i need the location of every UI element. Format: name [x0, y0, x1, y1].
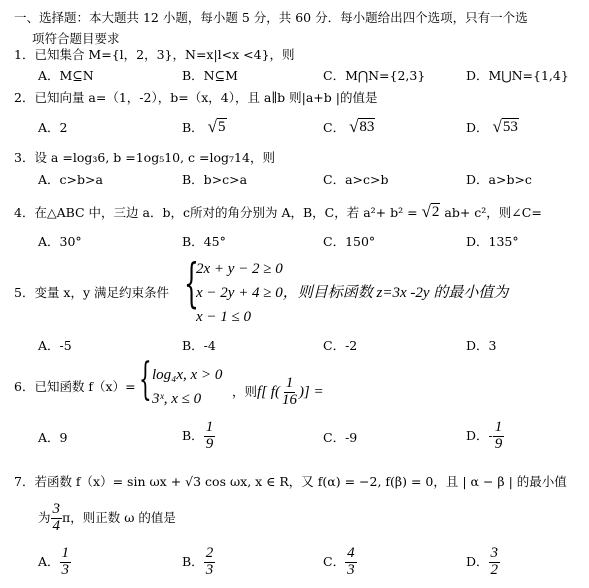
q6-expr-pre: f[ f(: [257, 383, 280, 400]
q7-b-fraction: $\frac{2}{3}$: [205, 545, 214, 578]
left-brace-icon: {: [139, 354, 152, 405]
q6-option-a[interactable]: A．9: [38, 430, 68, 445]
sqrt-symbol: √ 83: [349, 117, 375, 136]
q1-option-b[interactable]: B．N⊆M: [182, 68, 238, 83]
q2-option-c[interactable]: [323, 118, 375, 136]
q5-option-b[interactable]: B．-4: [182, 338, 216, 353]
q1-stem: 1．已知集合 M={l，2，3}，N=x|l<x <4}，则: [14, 47, 295, 62]
q7-fraction: $\frac{3}{4}$: [52, 501, 61, 534]
q4-stem-pre: 4．在△ABC 中，三边 a．b，c所对的角分别为 A，B，C，若 a²+ b² =: [14, 205, 418, 220]
q5-option-c[interactable]: C．-2: [323, 338, 358, 353]
q5-option-a[interactable]: A．-5: [38, 338, 72, 353]
q4-option-c[interactable]: C．150°: [323, 234, 376, 249]
q6-piece-1: log₄x, x > 0: [152, 367, 223, 383]
q6-option-d[interactable]: D．- $\frac{1}{9}$: [466, 419, 503, 452]
q6-fraction: $\frac{1}{16}$: [281, 375, 297, 408]
section-heading-cont: 项符合题目要求: [32, 31, 120, 46]
q5-stem: 5．变量 x，y 满足约束条件: [14, 285, 170, 300]
q4-option-d[interactable]: D．135°: [466, 234, 519, 249]
q2-c-radicand: 83: [359, 119, 375, 135]
q2-option-d-label: D．: [466, 120, 489, 135]
q5-constraint-1: 2x + y − 2 ≥ 0: [196, 261, 283, 277]
q7-option-b[interactable]: B． $\frac{2}{3}$: [182, 545, 214, 578]
q2-b-radicand: 5: [218, 119, 226, 135]
q7-a-fraction: $\frac{1}{3}$: [61, 545, 70, 578]
q2-option-c-label: C．: [323, 120, 346, 135]
sqrt-symbol: √ 5: [207, 117, 226, 136]
q7-c-fraction: $\frac{4}{3}$: [347, 545, 355, 578]
q4-stem-post: ab+ c²，则∠C=: [444, 205, 542, 220]
q3-option-b[interactable]: B．b>c>a: [182, 172, 248, 187]
q3-option-d[interactable]: D．a>b>c: [466, 172, 532, 187]
q1-option-c[interactable]: C．M⋂N={2,3}: [323, 68, 426, 83]
q7-option-a[interactable]: A． $\frac{1}{3}$: [38, 545, 70, 578]
q5-option-d[interactable]: D．3: [466, 338, 497, 353]
q1-option-a[interactable]: A．M⊆N: [38, 68, 94, 83]
q6-expression: [232, 376, 324, 409]
q5-constraint-3: x − 1 ≤ 0: [196, 309, 252, 325]
q7-option-d[interactable]: D． $\frac{3}{2}$: [466, 545, 499, 578]
q3-option-c[interactable]: C．a>c>b: [323, 172, 389, 187]
q6-stem-pre: 6．已知函数 f（x）=: [14, 379, 136, 394]
q4-option-a[interactable]: A．30°: [38, 234, 82, 249]
q2-option-b[interactable]: [182, 118, 227, 136]
q3-stem: 3．设 a =log₃6, b =1og₅10, c =log₇14，则: [14, 150, 275, 165]
sqrt-symbol: √ 53: [492, 117, 518, 136]
q4-option-b[interactable]: B．45°: [182, 234, 226, 249]
q6-piece-2: 3ˣ, x ≤ 0: [152, 391, 202, 407]
q2-option-b-label: B．: [182, 120, 204, 135]
q2-option-a[interactable]: A．2: [38, 120, 68, 135]
q2-option-d[interactable]: [466, 118, 519, 136]
q7-d-fraction: $\frac{3}{2}$: [490, 545, 499, 578]
q7-stem-line2: 为 $\frac{3}{4}$ π，则正数 ω 的值是: [38, 501, 176, 534]
q6-d-fraction: $\frac{1}{9}$: [494, 419, 503, 452]
q6-option-c[interactable]: C．-9: [323, 430, 358, 445]
q4-radicand: 2: [431, 204, 440, 220]
q6-b-fraction: $\frac{1}{9}$: [205, 419, 214, 452]
q1-option-d[interactable]: D．M⋃N={1,4}: [466, 68, 569, 83]
q2-stem: 2．已知向量 a=（1，-2），b=（x，4），且 a∥b 则|a+b |的值是: [14, 90, 378, 105]
q7-option-c[interactable]: C． $\frac{4}{3}$: [323, 545, 355, 578]
q6-stem-mid: ，则: [232, 384, 258, 399]
section-heading: 一、选择题：本大题共 12 小题，每小题 5 分，共 60 分．每小题给出四个选项，只有一个选: [14, 10, 528, 25]
q5-constraint-2: x − 2y + 4 ≥ 0，则目标函数 z=3x -2y 的最小值为: [196, 285, 509, 301]
q6-expr-post: )] =: [298, 383, 324, 400]
q3-option-a[interactable]: A．c>b>a: [38, 172, 103, 187]
q4-stem: [14, 203, 542, 221]
q2-d-radicand: 53: [502, 119, 518, 135]
q6-option-b[interactable]: B． $\frac{1}{9}$: [182, 419, 214, 452]
q7-stem: 7．若函数 f（x）= sin ωx + √3 cos ωx, x ∈ R，又 f(α) = −2, f(β) = 0，且 | α − β | 的最小值: [14, 474, 567, 489]
left-brace-icon: {: [184, 254, 199, 314]
sqrt-symbol: √ 2: [421, 202, 440, 221]
